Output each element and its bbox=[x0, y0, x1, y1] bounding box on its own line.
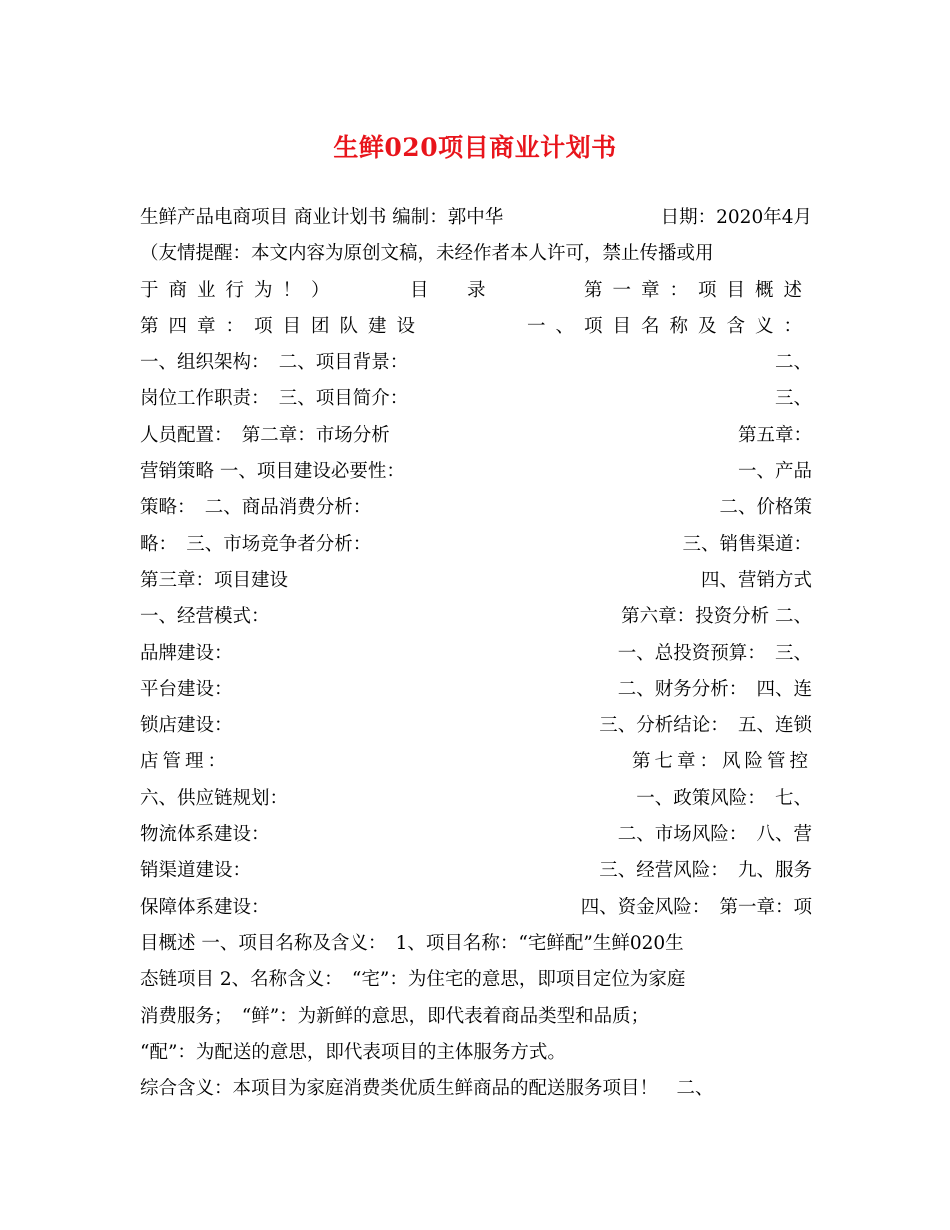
text-line bbox=[140, 1071, 812, 1107]
line-left: 第四章：项目团队建设 bbox=[140, 315, 426, 337]
text-line bbox=[140, 853, 812, 889]
text-line bbox=[140, 817, 812, 853]
line-left: 目概述 一、项目名称及含义： 1、项目名称：“宅鲜配”生鲜020生 bbox=[140, 932, 684, 954]
text-line bbox=[140, 890, 812, 926]
line-right: 三、销售渠道： bbox=[682, 533, 812, 555]
text-line bbox=[140, 527, 812, 563]
line-right: 第六章：投资分析 二、 bbox=[621, 606, 812, 628]
line-right: 第五章： bbox=[737, 424, 812, 446]
text-line bbox=[140, 962, 812, 998]
document-body bbox=[140, 200, 812, 1107]
line-right: 二、市场风险： 八、营 bbox=[617, 824, 812, 846]
line-left: 营销策略 一、项目建设必要性： bbox=[140, 461, 405, 483]
text-line bbox=[140, 599, 812, 635]
line-right: 三、经营风险： 九、服务 bbox=[599, 860, 812, 882]
line-right: 二、价格策 bbox=[719, 497, 812, 519]
line-right: 二、 bbox=[774, 352, 812, 374]
line-right: 二、财务分析： 四、连 bbox=[617, 678, 812, 700]
line-left: 店管理： bbox=[140, 751, 231, 773]
line-left: 一、经营模式： bbox=[140, 606, 270, 628]
text-line bbox=[140, 781, 812, 817]
line-right: 四、营销方式 bbox=[700, 569, 812, 591]
line-left: 人员配置： 第二章：市场分析 bbox=[140, 424, 390, 446]
line-left: 平台建设： bbox=[140, 678, 233, 700]
text-line bbox=[140, 273, 812, 309]
line-left: 略： 三、市场竞争者分析： bbox=[140, 533, 372, 555]
line-left: 岗位工作职责： 三、项目简介： bbox=[140, 388, 409, 410]
line-left: 于商业行为！） bbox=[140, 279, 340, 301]
line-left: 生鲜产品电商项目 商业计划书 编制：郭中华 bbox=[140, 207, 504, 228]
line-right: 一、项目名称及含义： bbox=[526, 315, 812, 337]
text-line bbox=[140, 926, 812, 962]
line-left: 物流体系建设： bbox=[140, 824, 270, 846]
text-line bbox=[140, 636, 812, 672]
text-line bbox=[140, 708, 812, 744]
line-right: 日期：2020年4月 bbox=[660, 207, 812, 228]
line-left: 销渠道建设： bbox=[140, 860, 252, 882]
line-left: 第三章：项目建设 bbox=[140, 569, 289, 591]
text-line bbox=[140, 672, 812, 708]
text-line bbox=[140, 200, 812, 236]
line-left: 六、供应链规划： bbox=[140, 787, 289, 809]
text-line bbox=[140, 744, 812, 780]
text-line bbox=[140, 490, 812, 526]
text-line bbox=[140, 999, 812, 1035]
text-line bbox=[140, 381, 812, 417]
text-line bbox=[140, 454, 812, 490]
text-line bbox=[140, 309, 812, 345]
line-left: “配”：为配送的意思，即代表项目的主体服务方式。 bbox=[140, 1041, 566, 1063]
line-right: 一、政策风险： 七、 bbox=[636, 787, 812, 809]
line-right: 第七章：风险管控 bbox=[631, 751, 812, 773]
text-line bbox=[140, 345, 812, 381]
document-title: 生鲜020项目商业计划书 bbox=[333, 133, 617, 162]
text-line bbox=[140, 563, 812, 599]
line-right: 四、资金风险： 第一章：项 bbox=[580, 896, 812, 918]
line-right: 一、总投资预算： 三、 bbox=[617, 642, 812, 664]
line-left: 策略： 二、商品消费分析： bbox=[140, 497, 372, 519]
line-left: 消费服务； “鲜”：为新鲜的意思，即代表着商品类型和品质； bbox=[140, 1005, 650, 1027]
line-left: （友情提醒：本文内容为原创文稿，未经作者本人许可，禁止传播或用 bbox=[140, 243, 714, 265]
line-middle: 目 录 bbox=[410, 279, 496, 301]
line-left: 品牌建设： bbox=[140, 642, 233, 664]
line-left: 态链项目 2、名称含义： “宅”：为住宅的意思，即项目定位为家庭 bbox=[140, 969, 686, 991]
line-left: 保障体系建设： bbox=[140, 896, 270, 918]
line-right: 三、 bbox=[774, 388, 812, 410]
text-line bbox=[140, 418, 812, 454]
line-right: 第一章：项目概述 bbox=[583, 279, 812, 301]
text-line bbox=[140, 1035, 812, 1071]
line-right: 一、产品 bbox=[737, 461, 812, 483]
line-left: 一、组织架构： 二、项目背景： bbox=[140, 352, 409, 374]
line-left: 综合含义：本项目为家庭消费类优质生鲜商品的配送服务项目！ 二、 bbox=[140, 1078, 714, 1100]
text-line bbox=[140, 236, 812, 272]
line-left: 锁店建设： bbox=[140, 715, 233, 737]
line-right: 三、分析结论： 五、连锁 bbox=[599, 715, 812, 737]
